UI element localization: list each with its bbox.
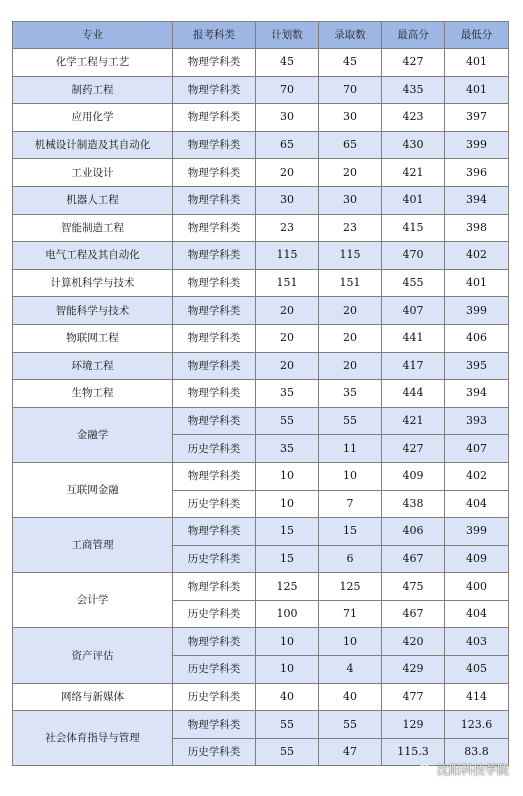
cell-admit: 7 (319, 490, 382, 518)
cell-admit: 45 (319, 49, 382, 77)
cell-min: 407 (445, 435, 509, 463)
cell-admit: 10 (319, 628, 382, 656)
cell-major: 智能科学与技术 (13, 297, 173, 325)
cell-category: 历史学科类 (173, 683, 256, 711)
cell-max: 470 (382, 242, 445, 270)
header-min: 最低分 (445, 22, 509, 49)
cell-max: 421 (382, 159, 445, 187)
cell-plan: 115 (256, 242, 319, 270)
cell-admit: 55 (319, 711, 382, 739)
cell-max: 444 (382, 380, 445, 408)
cell-max: 406 (382, 518, 445, 546)
cell-max: 455 (382, 269, 445, 297)
cell-category: 物理学科类 (173, 324, 256, 352)
cell-max: 129 (382, 711, 445, 739)
table-row (13, 380, 509, 408)
cell-max: 429 (382, 656, 445, 684)
cell-category: 历史学科类 (173, 435, 256, 463)
cell-plan: 55 (256, 738, 319, 766)
cell-admit: 30 (319, 104, 382, 132)
table-row (13, 518, 509, 546)
cell-max: 421 (382, 407, 445, 435)
cell-plan: 20 (256, 324, 319, 352)
cell-min: 401 (445, 269, 509, 297)
cell-plan: 40 (256, 683, 319, 711)
cell-plan: 55 (256, 407, 319, 435)
header-major: 专业 (13, 22, 173, 49)
cell-min: 396 (445, 159, 509, 187)
cell-major: 机器人工程 (13, 186, 173, 214)
cell-plan: 10 (256, 490, 319, 518)
cell-min: 403 (445, 628, 509, 656)
cell-min: 399 (445, 297, 509, 325)
cell-max: 423 (382, 104, 445, 132)
cell-category: 物理学科类 (173, 380, 256, 408)
cell-category: 物理学科类 (173, 214, 256, 242)
cell-max: 427 (382, 49, 445, 77)
cell-plan: 20 (256, 352, 319, 380)
cell-category: 历史学科类 (173, 656, 256, 684)
cell-plan: 45 (256, 49, 319, 77)
cell-plan: 23 (256, 214, 319, 242)
cell-category: 物理学科类 (173, 352, 256, 380)
cell-max: 477 (382, 683, 445, 711)
cell-major: 环境工程 (13, 352, 173, 380)
cell-admit: 55 (319, 407, 382, 435)
cell-category: 物理学科类 (173, 242, 256, 270)
cell-plan: 30 (256, 186, 319, 214)
cell-category: 物理学科类 (173, 628, 256, 656)
cell-major: 工业设计 (13, 159, 173, 187)
cell-admit: 30 (319, 186, 382, 214)
cell-min: 414 (445, 683, 509, 711)
table-row (13, 104, 509, 132)
table-row (13, 49, 509, 77)
cell-major: 制药工程 (13, 76, 173, 104)
cell-category: 物理学科类 (173, 711, 256, 739)
cell-max: 115.3 (382, 738, 445, 766)
cell-category: 物理学科类 (173, 518, 256, 546)
table-row (13, 711, 509, 739)
table-row (13, 573, 509, 601)
cell-major: 物联网工程 (13, 324, 173, 352)
table-row (13, 462, 509, 490)
table-row (13, 159, 509, 187)
cell-admit: 115 (319, 242, 382, 270)
cell-max: 415 (382, 214, 445, 242)
table-row (13, 269, 509, 297)
cell-category: 物理学科类 (173, 297, 256, 325)
cell-max: 435 (382, 76, 445, 104)
cell-major: 工商管理 (13, 518, 173, 573)
cell-min: 399 (445, 131, 509, 159)
cell-min: 83.8 (445, 738, 509, 766)
cell-min: 406 (445, 324, 509, 352)
cell-admit: 65 (319, 131, 382, 159)
table-row (13, 683, 509, 711)
cell-min: 404 (445, 600, 509, 628)
cell-plan: 10 (256, 656, 319, 684)
cell-max: 401 (382, 186, 445, 214)
cell-plan: 65 (256, 131, 319, 159)
cell-max: 427 (382, 435, 445, 463)
table-row (13, 131, 509, 159)
cell-major: 智能制造工程 (13, 214, 173, 242)
cell-plan: 70 (256, 76, 319, 104)
wechat-icon (419, 763, 433, 777)
cell-min: 395 (445, 352, 509, 380)
cell-major: 应用化学 (13, 104, 173, 132)
cell-admit: 11 (319, 435, 382, 463)
cell-min: 405 (445, 656, 509, 684)
cell-max: 475 (382, 573, 445, 601)
cell-min: 394 (445, 380, 509, 408)
cell-category: 历史学科类 (173, 738, 256, 766)
cell-major: 机械设计制造及其自动化 (13, 131, 173, 159)
cell-admit: 151 (319, 269, 382, 297)
cell-admit: 40 (319, 683, 382, 711)
table-row (13, 352, 509, 380)
cell-admit: 20 (319, 297, 382, 325)
cell-plan: 30 (256, 104, 319, 132)
cell-major: 化学工程与工艺 (13, 49, 173, 77)
cell-min: 400 (445, 573, 509, 601)
cell-min: 399 (445, 518, 509, 546)
cell-max: 430 (382, 131, 445, 159)
cell-major: 电气工程及其自动化 (13, 242, 173, 270)
cell-admit: 20 (319, 159, 382, 187)
cell-admit: 6 (319, 545, 382, 573)
cell-plan: 15 (256, 545, 319, 573)
header-max: 最高分 (382, 22, 445, 49)
cell-admit: 71 (319, 600, 382, 628)
cell-max: 409 (382, 462, 445, 490)
cell-category: 历史学科类 (173, 600, 256, 628)
watermark (419, 761, 509, 778)
cell-major: 资产评估 (13, 628, 173, 683)
cell-admit: 125 (319, 573, 382, 601)
cell-max: 420 (382, 628, 445, 656)
cell-plan: 100 (256, 600, 319, 628)
cell-plan: 15 (256, 518, 319, 546)
cell-min: 402 (445, 242, 509, 270)
cell-admit: 20 (319, 352, 382, 380)
cell-major: 金融学 (13, 407, 173, 462)
table-row (13, 186, 509, 214)
cell-category: 物理学科类 (173, 49, 256, 77)
cell-category: 物理学科类 (173, 186, 256, 214)
cell-admit: 23 (319, 214, 382, 242)
cell-min: 402 (445, 462, 509, 490)
cell-max: 467 (382, 600, 445, 628)
cell-min: 401 (445, 76, 509, 104)
cell-admit: 20 (319, 324, 382, 352)
header-category: 报考科类 (173, 22, 256, 49)
watermark-text: 沈阳科技学院 (436, 763, 509, 777)
cell-min: 394 (445, 186, 509, 214)
cell-plan: 35 (256, 435, 319, 463)
table-row (13, 407, 509, 435)
cell-min: 401 (445, 49, 509, 77)
cell-plan: 151 (256, 269, 319, 297)
table-row (13, 242, 509, 270)
cell-category: 物理学科类 (173, 104, 256, 132)
cell-plan: 20 (256, 159, 319, 187)
table-row (13, 324, 509, 352)
cell-plan: 125 (256, 573, 319, 601)
cell-min: 409 (445, 545, 509, 573)
cell-category: 历史学科类 (173, 490, 256, 518)
cell-category: 历史学科类 (173, 545, 256, 573)
table-row (13, 214, 509, 242)
table-row (13, 76, 509, 104)
cell-category: 物理学科类 (173, 76, 256, 104)
cell-category: 物理学科类 (173, 462, 256, 490)
cell-admit: 10 (319, 462, 382, 490)
table-header-row (13, 22, 509, 49)
cell-plan: 10 (256, 628, 319, 656)
cell-plan: 35 (256, 380, 319, 408)
cell-category: 物理学科类 (173, 131, 256, 159)
cell-major: 网络与新媒体 (13, 683, 173, 711)
cell-admit: 15 (319, 518, 382, 546)
cell-admit: 70 (319, 76, 382, 104)
admission-score-table (12, 21, 509, 766)
cell-plan: 55 (256, 711, 319, 739)
cell-max: 438 (382, 490, 445, 518)
cell-major: 互联网金融 (13, 462, 173, 517)
header-admit: 录取数 (319, 22, 382, 49)
cell-min: 397 (445, 104, 509, 132)
cell-min: 393 (445, 407, 509, 435)
cell-major: 社会体育指导与管理 (13, 711, 173, 766)
cell-major: 生物工程 (13, 380, 173, 408)
cell-admit: 4 (319, 656, 382, 684)
cell-max: 441 (382, 324, 445, 352)
cell-category: 物理学科类 (173, 573, 256, 601)
cell-admit: 35 (319, 380, 382, 408)
cell-plan: 20 (256, 297, 319, 325)
cell-max: 407 (382, 297, 445, 325)
cell-major: 计算机科学与技术 (13, 269, 173, 297)
cell-category: 物理学科类 (173, 269, 256, 297)
table-row (13, 628, 509, 656)
header-plan: 计划数 (256, 22, 319, 49)
cell-min: 123.6 (445, 711, 509, 739)
cell-plan: 10 (256, 462, 319, 490)
cell-min: 398 (445, 214, 509, 242)
table-row (13, 297, 509, 325)
cell-major: 会计学 (13, 573, 173, 628)
cell-category: 物理学科类 (173, 407, 256, 435)
cell-max: 467 (382, 545, 445, 573)
cell-category: 物理学科类 (173, 159, 256, 187)
cell-admit: 47 (319, 738, 382, 766)
cell-max: 417 (382, 352, 445, 380)
cell-min: 404 (445, 490, 509, 518)
